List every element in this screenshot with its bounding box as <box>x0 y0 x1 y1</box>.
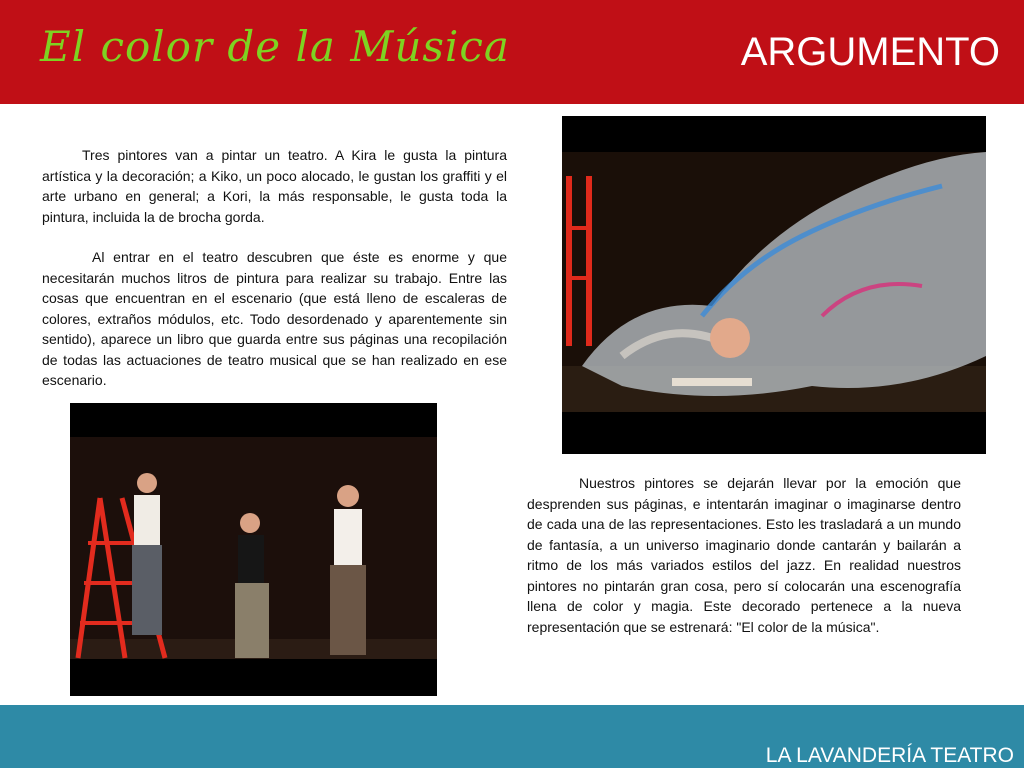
brand-title: El color de la Música <box>40 22 510 71</box>
stage-photo-plastic-image <box>562 116 986 454</box>
stage-photo-dancers <box>70 403 437 696</box>
paragraph-3: Nuestros pintores se dejarán llevar por la emoción que desprenden sus páginas, e intentarán imaginar o imaginarse dentro de cada una de las representaciones. Esto les trasladará a un mundo de fantasía, a un universo imaginario donde cantarán y bailarán a ritmo de los más variados estilos del jazz. En realidad nuestros pintores no pintarán gran cosa, pero sí colocarán una escenografía llena de color y magia. Este decorado pertenece a la nueva representación que se estrenará: "El color de la música". <box>527 475 961 635</box>
text-block-right <box>527 473 961 637</box>
stage-photo-dancers-image <box>70 403 437 696</box>
section-title: ARGUMENTO <box>740 30 1000 74</box>
footer-bar <box>0 705 1024 768</box>
text-block-left <box>42 145 507 391</box>
paragraph-2: Al entrar en el teatro descubren que éste es enorme y que necesitarán muchos litros de pintura para realizar su trabajo. Entre las cosas que encuentran en el escenario (que está lleno de escaleras de colores, extraños módulos, etc. Todo desordenado y aparentemente sin sentido), aparece un libro que guarda entre sus páginas una recopilación de todas las actuaciones de teatro musical que se han realizado en ese escenario. <box>42 249 507 388</box>
header-bar <box>0 0 1024 104</box>
footer-company-label: LA LAVANDERÍA TEATRO <box>765 744 1014 767</box>
stage-photo-plastic <box>562 116 986 454</box>
paragraph-1: Tres pintores van a pintar un teatro. A Kira le gusta la pintura artística y la decoración; a Kiko, un poco alocado, le gustan los graffiti y el arte urbano en general; a Kori, la más responsable, le gusta toda la pintura, incluida la de brocha gorda. <box>42 147 507 225</box>
